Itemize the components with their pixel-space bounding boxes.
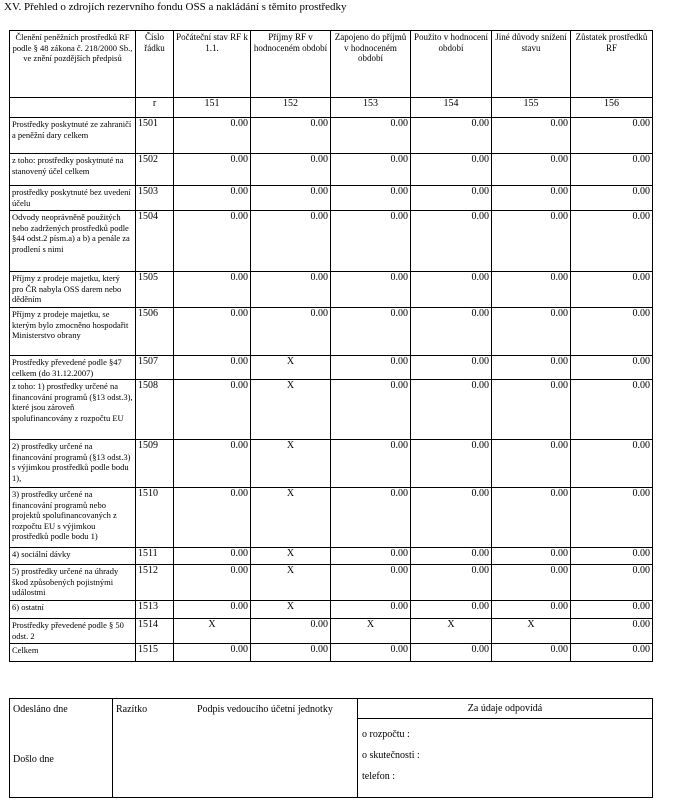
value-cell: 0.00 — [492, 548, 571, 565]
row-label: Celkem — [10, 644, 136, 662]
value-cell: 0.00 — [492, 154, 571, 186]
value-cell: 0.00 — [174, 440, 251, 488]
column-number: 151 — [174, 98, 251, 118]
value-cell: 0.00 — [571, 548, 653, 565]
value-cell: 0.00 — [411, 548, 492, 565]
value-cell: 0.00 — [571, 186, 653, 211]
value-cell: 0.00 — [251, 186, 331, 211]
value-cell: 0.00 — [411, 356, 492, 380]
row-code: 1509 — [136, 440, 174, 488]
value-cell: 0.00 — [174, 154, 251, 186]
budget-label: o rozpočtu : — [362, 729, 410, 740]
signature-block — [9, 698, 653, 798]
value-cell: 0.00 — [492, 211, 571, 272]
received-date-label: Došlo dne — [13, 754, 54, 765]
row-label: Prostředky převedené podle §47 celkem (do 31.12.2007) — [10, 356, 136, 380]
table-row — [10, 565, 653, 601]
column-number: 156 — [571, 98, 653, 118]
table-row — [10, 440, 653, 488]
table-row — [10, 380, 653, 440]
value-cell: 0.00 — [492, 644, 571, 662]
table-row — [10, 488, 653, 548]
value-cell: 0.00 — [492, 440, 571, 488]
table-row — [10, 356, 653, 380]
column-number: 155 — [492, 98, 571, 118]
header-row-number: Číslo řádku — [136, 31, 174, 98]
value-cell: 0.00 — [174, 488, 251, 548]
row-label: z toho: prostředky poskytnuté na stanovený účel celkem — [10, 154, 136, 186]
value-cell: 0.00 — [411, 440, 492, 488]
row-label: prostředky poskytnuté bez uvedení účelu — [10, 186, 136, 211]
row-code: 1512 — [136, 565, 174, 601]
value-cell: 0.00 — [331, 186, 411, 211]
value-cell: 0.00 — [251, 619, 331, 644]
row-label: 5) prostředky určené na úhrady škod způsobených pojistnými událostmi — [10, 565, 136, 601]
value-cell: 0.00 — [411, 154, 492, 186]
value-cell: 0.00 — [571, 308, 653, 356]
row-code: 1515 — [136, 644, 174, 662]
value-cell: 0.00 — [571, 154, 653, 186]
row-label: Příjmy z prodeje majetku, který pro ČR nabyla OSS darem nebo děděním — [10, 272, 136, 308]
value-cell: 0.00 — [251, 154, 331, 186]
value-cell: 0.00 — [174, 644, 251, 662]
value-cell: 0.00 — [411, 565, 492, 601]
value-cell: 0.00 — [331, 154, 411, 186]
value-cell: 0.00 — [571, 211, 653, 272]
not-applicable-cell: X — [251, 565, 331, 601]
stamp-signature-cell — [113, 699, 358, 798]
value-cell: 0.00 — [492, 488, 571, 548]
row-code: 1501 — [136, 118, 174, 154]
value-cell: 0.00 — [571, 644, 653, 662]
not-applicable-cell: X — [411, 619, 492, 644]
reality-label: o skutečnosti : — [362, 750, 420, 761]
row-label: 3) prostředky určené na financování programů nebo projektů spolufinancovaných z rozpočtu EU s výjimkou prostředků podle bodu 1) — [10, 488, 136, 548]
table-row — [10, 118, 653, 154]
row-code: 1507 — [136, 356, 174, 380]
value-cell: 0.00 — [571, 440, 653, 488]
header-used-in-income: Zapojeno do příjmů v hodnoceném období — [331, 31, 411, 98]
value-cell: 0.00 — [571, 272, 653, 308]
column-number: 152 — [251, 98, 331, 118]
row-label: 4) sociální dávky — [10, 548, 136, 565]
row-label: 6) ostatní — [10, 601, 136, 619]
value-cell: 0.00 — [492, 118, 571, 154]
value-cell: 0.00 — [174, 211, 251, 272]
value-cell: 0.00 — [492, 601, 571, 619]
value-cell: 0.00 — [571, 565, 653, 601]
not-applicable-cell: X — [251, 440, 331, 488]
header-row — [10, 31, 653, 98]
phone-label: telefon : — [362, 771, 396, 782]
value-cell: 0.00 — [251, 308, 331, 356]
value-cell: 0.00 — [251, 644, 331, 662]
column-number: 153 — [331, 98, 411, 118]
value-cell: 0.00 — [492, 356, 571, 380]
value-cell: 0.00 — [492, 186, 571, 211]
value-cell: 0.00 — [174, 308, 251, 356]
value-cell: 0.00 — [174, 601, 251, 619]
value-cell: 0.00 — [331, 440, 411, 488]
value-cell: 0.00 — [411, 211, 492, 272]
value-cell: 0.00 — [571, 356, 653, 380]
value-cell: 0.00 — [492, 308, 571, 356]
header-income: Příjmy RF v hodnoceném období — [251, 31, 331, 98]
table-row — [10, 211, 653, 272]
value-cell: 0.00 — [174, 565, 251, 601]
not-applicable-cell: X — [251, 548, 331, 565]
dates-cell — [10, 699, 113, 798]
value-cell: 0.00 — [411, 308, 492, 356]
value-cell: 0.00 — [174, 186, 251, 211]
column-number: r — [136, 98, 174, 118]
value-cell: 0.00 — [411, 118, 492, 154]
value-cell: 0.00 — [411, 601, 492, 619]
header-closing-balance: Zůstatek prostředků RF — [571, 31, 653, 98]
value-cell: 0.00 — [174, 548, 251, 565]
value-cell: 0.00 — [174, 380, 251, 440]
row-label: Prostředky poskytnuté ze zahraničí a peněžní dary celkem — [10, 118, 136, 154]
value-cell: 0.00 — [331, 601, 411, 619]
row-label: Prostředky převedené podle § 50 odst. 2 — [10, 619, 136, 644]
value-cell: 0.00 — [331, 565, 411, 601]
value-cell: 0.00 — [174, 356, 251, 380]
row-code: 1511 — [136, 548, 174, 565]
value-cell: 0.00 — [571, 118, 653, 154]
row-label: Odvody neoprávněně použitých nebo zadržených prostředků podle §44 odst.2 písm.a) a b) a penále za prodlení s nimi — [10, 211, 136, 272]
value-cell: 0.00 — [251, 211, 331, 272]
value-cell: 0.00 — [331, 548, 411, 565]
value-cell: 0.00 — [331, 380, 411, 440]
value-cell: 0.00 — [492, 565, 571, 601]
responsible-label: Za údaje odpovídá — [358, 699, 652, 719]
value-cell: 0.00 — [331, 356, 411, 380]
value-cell: 0.00 — [331, 118, 411, 154]
value-cell: 0.00 — [411, 186, 492, 211]
value-cell: 0.00 — [571, 619, 653, 644]
not-applicable-cell: X — [251, 356, 331, 380]
sent-date-label: Odesláno dne — [13, 704, 68, 715]
row-code: 1506 — [136, 308, 174, 356]
row-label: Příjmy z prodeje majetku, se kterým bylo zmocněno hospodařit Ministerstvo obrany — [10, 308, 136, 356]
value-cell: 0.00 — [571, 488, 653, 548]
row-code: 1510 — [136, 488, 174, 548]
value-cell: 0.00 — [411, 644, 492, 662]
not-applicable-cell: X — [251, 380, 331, 440]
reserve-fund-table — [9, 30, 653, 662]
value-cell: 0.00 — [492, 380, 571, 440]
stamp-label: Razítko — [116, 704, 148, 715]
row-code: 1503 — [136, 186, 174, 211]
column-number-empty — [10, 98, 136, 118]
value-cell: 0.00 — [571, 601, 653, 619]
value-cell: 0.00 — [411, 488, 492, 548]
value-cell: 0.00 — [174, 272, 251, 308]
value-cell: 0.00 — [251, 118, 331, 154]
value-cell: 0.00 — [331, 488, 411, 548]
value-cell: 0.00 — [411, 380, 492, 440]
header-opening-balance: Počáteční stav RF k 1.1. — [174, 31, 251, 98]
not-applicable-cell: X — [492, 619, 571, 644]
value-cell: 0.00 — [331, 272, 411, 308]
row-label: 2) prostředky určené na financování programů (§13 odst.3) s výjimkou prostředků podle bodu 1), — [10, 440, 136, 488]
value-cell: 0.00 — [331, 644, 411, 662]
not-applicable-cell: X — [251, 488, 331, 548]
table-row — [10, 548, 653, 565]
table-row — [10, 601, 653, 619]
value-cell: 0.00 — [411, 272, 492, 308]
header-other-reductions: Jiné důvody snížení stavu — [492, 31, 571, 98]
value-cell: 0.00 — [174, 118, 251, 154]
value-cell: 0.00 — [331, 211, 411, 272]
not-applicable-cell: X — [251, 601, 331, 619]
row-code: 1513 — [136, 601, 174, 619]
value-cell: 0.00 — [571, 380, 653, 440]
table-row — [10, 308, 653, 356]
table-row — [10, 272, 653, 308]
table-row — [10, 619, 653, 644]
value-cell: 0.00 — [331, 308, 411, 356]
value-cell: 0.00 — [492, 272, 571, 308]
responsible-cell — [358, 699, 653, 798]
report-title: XV. Přehled o zdrojích rezervního fondu OSS a nakládání s těmito prostředky — [4, 1, 347, 13]
row-code: 1504 — [136, 211, 174, 272]
value-cell: 0.00 — [251, 272, 331, 308]
signature-label: Podpis vedoucího účetní jednotky — [197, 704, 333, 715]
table-row — [10, 186, 653, 211]
row-code: 1505 — [136, 272, 174, 308]
column-number: 154 — [411, 98, 492, 118]
header-used: Použito v hodnocení období — [411, 31, 492, 98]
not-applicable-cell: X — [174, 619, 251, 644]
not-applicable-cell: X — [331, 619, 411, 644]
column-number-row — [10, 98, 653, 118]
row-code: 1508 — [136, 380, 174, 440]
table-row — [10, 644, 653, 662]
table-row — [10, 154, 653, 186]
row-code: 1514 — [136, 619, 174, 644]
row-label: z toho: 1) prostředky určené na financování programů (§13 odst.3), které jsou zároveň spolufinancovány z rozpočtu EU — [10, 380, 136, 440]
header-categorization: Členění peněžních prostředků RF podle § 48 zákona č. 218/2000 Sb., ve znění pozdějších předpisů — [10, 31, 136, 98]
row-code: 1502 — [136, 154, 174, 186]
